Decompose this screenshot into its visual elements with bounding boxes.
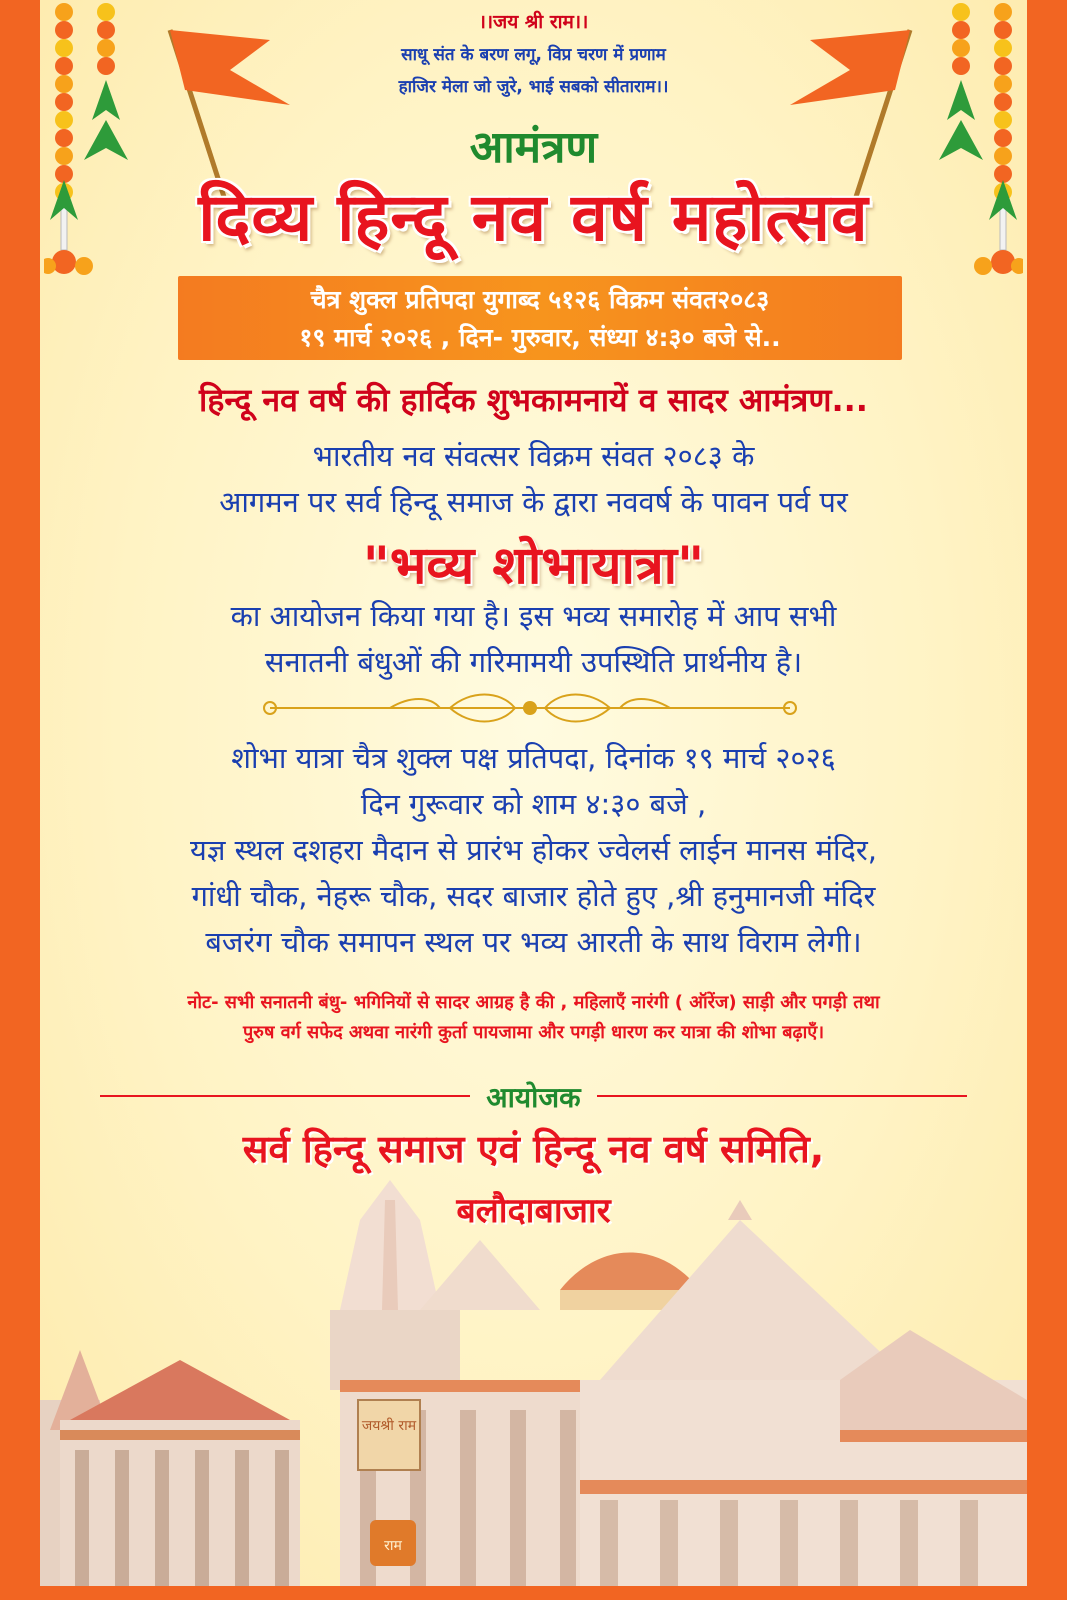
route-line-2: दिन गुरूवार को शाम ४:३० बजे , <box>360 787 707 821</box>
doha-line-2: हाजिर मेला जो जुरे, भाई सबको सीताराम।। <box>398 77 669 97</box>
doha-line-1: साधू संत के बरण लगू, विप्र चरण में प्रणाम <box>401 45 666 65</box>
body-line-2: आगमन पर सर्व हिन्दू समाज के द्वारा नववर्ष के पावन पर्व पर <box>219 485 848 519</box>
route-line-4: गांधी चौक, नेहरू चौक, सदर बाजार होते हुए ,श्री हनुमानजी मंदिर <box>191 879 876 913</box>
route-line-3: यज्ञ स्थल दशहरा मैदान से प्रारंभ होकर ज्वेलर्स लाईन मानस मंदिर, <box>190 833 877 867</box>
greeting-text: हिन्दू नव वर्ष की हार्दिक शुभकामनायें व सादर आमंत्रण... <box>199 381 868 419</box>
amantran-heading: आमंत्रण <box>469 122 598 173</box>
event-name: "भव्य शोभायात्रा" <box>362 536 705 596</box>
note-line-2: पुरुष वर्ग सफेद अथवा नारंगी कुर्ता पायजामा और पगड़ी धारण कर यात्रा की शोभा बढ़ाएँ। <box>242 1022 825 1043</box>
date-banner-line-1: चैत्र शुक्ल प्रतिपदा युगाब्द ५१२६ विक्रम संवत२०८३ <box>310 285 770 314</box>
temple-sign-top: जयश्री राम <box>361 1418 417 1434</box>
festival-title: दिव्य हिन्दू नव वर्ष महोत्सव <box>198 178 869 256</box>
route-line-5: बजरंग चौक समापन स्थल पर भव्य आरती के साथ विराम लेगी। <box>205 925 862 959</box>
temple-illustration <box>40 1180 1027 1586</box>
organizer-name: सर्व हिन्दू समाज एवं हिन्दू नव वर्ष समिति, <box>242 1127 825 1171</box>
note-line-1: नोट- सभी सनातनी बंधु- भगिनियों से सादर आग्रह है की , महिलाएँ नारंगी ( ऑरेंज) साड़ी और पगड़ी तथा <box>187 992 880 1013</box>
date-banner-line-2: १९ मार्च २०२६ , दिन- गुरुवार, संध्या ४:३० बजे से.. <box>299 323 781 352</box>
route-line-1: शोभा यात्रा चैत्र शुक्ल पक्ष प्रतिपदा, दिनांक १९ मार्च २०२६ <box>231 741 836 775</box>
ornament-divider-icon <box>250 690 810 726</box>
organizer-label-row <box>60 1078 1007 1114</box>
body-line-3: का आयोजन किया गया है। इस भव्य समारोह में आप सभी <box>230 599 837 633</box>
date-banner <box>178 276 902 360</box>
temple-sign-lower: राम <box>384 1538 402 1554</box>
right-border <box>1027 0 1067 1600</box>
organizer-place: बलौदाबाजार <box>456 1191 611 1231</box>
organizer-label: आयोजक <box>486 1081 581 1114</box>
jay-shri-ram-text: ।।जय श्री राम।। <box>478 11 589 33</box>
bottom-border <box>0 1586 1067 1600</box>
body-line-1: भारतीय नव संवत्सर विक्रम संवत २०८३ के <box>312 439 755 473</box>
left-border <box>0 0 40 1600</box>
body-line-4: सनातनी बंधुओं की गरिमामयी उपस्थिति प्रार्थनीय है। <box>264 645 803 679</box>
